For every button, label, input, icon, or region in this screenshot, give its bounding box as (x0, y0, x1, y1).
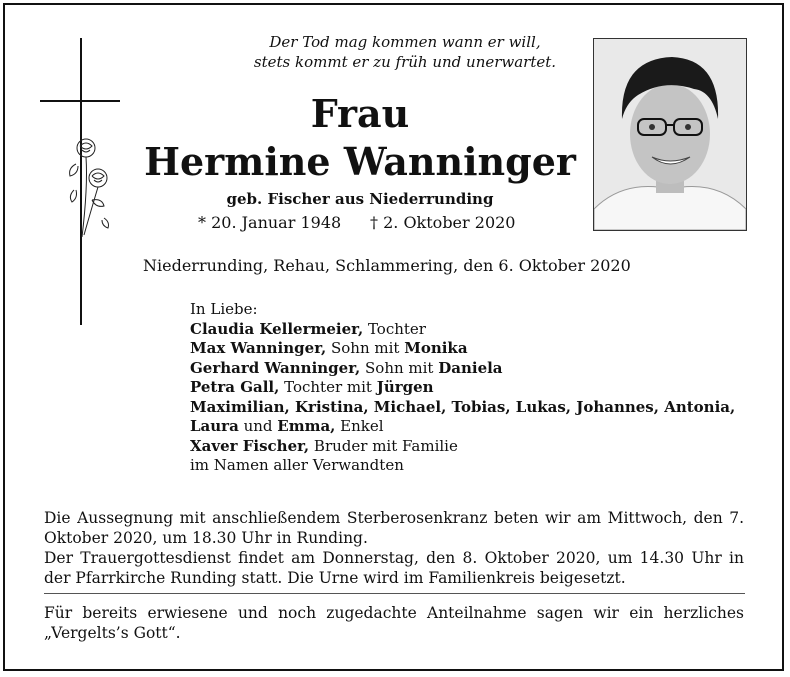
mourner-name: Claudia Kellermeier, (190, 319, 364, 338)
mourner-relation: Tochter mit (279, 378, 377, 396)
mourner-relation: Enkel (335, 417, 384, 435)
service-text-2: Der Trauergottesdienst findet am Donnerstag, den 8. Oktober 2020, um 14.30 Uhr in der Pfarrkirche Runding statt. Die Urne wird im Familienkreis beigesetzt. (44, 549, 744, 587)
mourner-relation: Tochter (363, 319, 426, 338)
mourner-line (190, 359, 735, 379)
cross-bar (40, 100, 120, 102)
mourner-name: Emma, (277, 417, 336, 435)
deceased-name: Hermine Wanninger (144, 139, 576, 184)
mourner-name: Max Wanninger, (190, 339, 327, 357)
mourner-relation: Sohn mit (360, 358, 439, 377)
mourner-partner: Daniela (438, 358, 503, 377)
portrait-photo (593, 38, 747, 231)
mourners-intro: In Liebe: (190, 300, 258, 318)
quote-line-2: stets kommt er zu früh und unerwartet. (253, 53, 557, 71)
death-date: † 2. Oktober 2020 (370, 213, 516, 232)
mourner-line (190, 417, 735, 437)
thanks-text: Für bereits erwiesene und noch zugedachte Anteilnahme sagen wir ein herzliches „Vergelts’s Gott“. (44, 604, 744, 642)
mourner-relation: Bruder mit Familie (309, 436, 458, 455)
mourner-partner: Jürgen (376, 378, 434, 396)
service-info (44, 508, 744, 588)
mourners-closing: im Namen aller Verwandten (190, 456, 404, 474)
mourner-name: Xaver Fischer, (190, 436, 310, 455)
mourner-name: Laura (190, 417, 239, 435)
mourner-line (190, 339, 735, 359)
mourner-partner: Monika (404, 339, 468, 357)
mourner-relation: Sohn mit (326, 339, 405, 357)
birth-name: geb. Fischer aus Niederrunding (226, 190, 494, 208)
birth-date: * 20. Januar 1948 (198, 213, 342, 232)
roses-icon (64, 130, 120, 240)
mourner-line (190, 437, 735, 457)
mourner-name: Gerhard Wanninger, (190, 358, 361, 377)
service-text-1: Die Aussegnung mit anschließendem Sterberosenkranz beten wir am Mittwoch, den 7. Oktober 2020, um 18.30 Uhr in Runding. (44, 509, 744, 547)
title-salutation: Frau (310, 91, 410, 136)
mourners-list (190, 300, 735, 476)
divider (44, 593, 745, 594)
mourner-line (190, 378, 735, 398)
mourner-line (190, 320, 735, 340)
mourner-line (190, 398, 735, 418)
quote-line-1: Der Tod mag kommen wann er will, (269, 33, 541, 51)
mourner-conjunction: und (238, 417, 278, 435)
mourner-name: Petra Gall, (190, 378, 280, 396)
place-and-date: Niederrunding, Rehau, Schlammering, den 6. Oktober 2020 (143, 256, 631, 275)
mourner-name: Maximilian, Kristina, Michael, Tobias, Lukas, Johannes, Antonia, (190, 397, 736, 416)
